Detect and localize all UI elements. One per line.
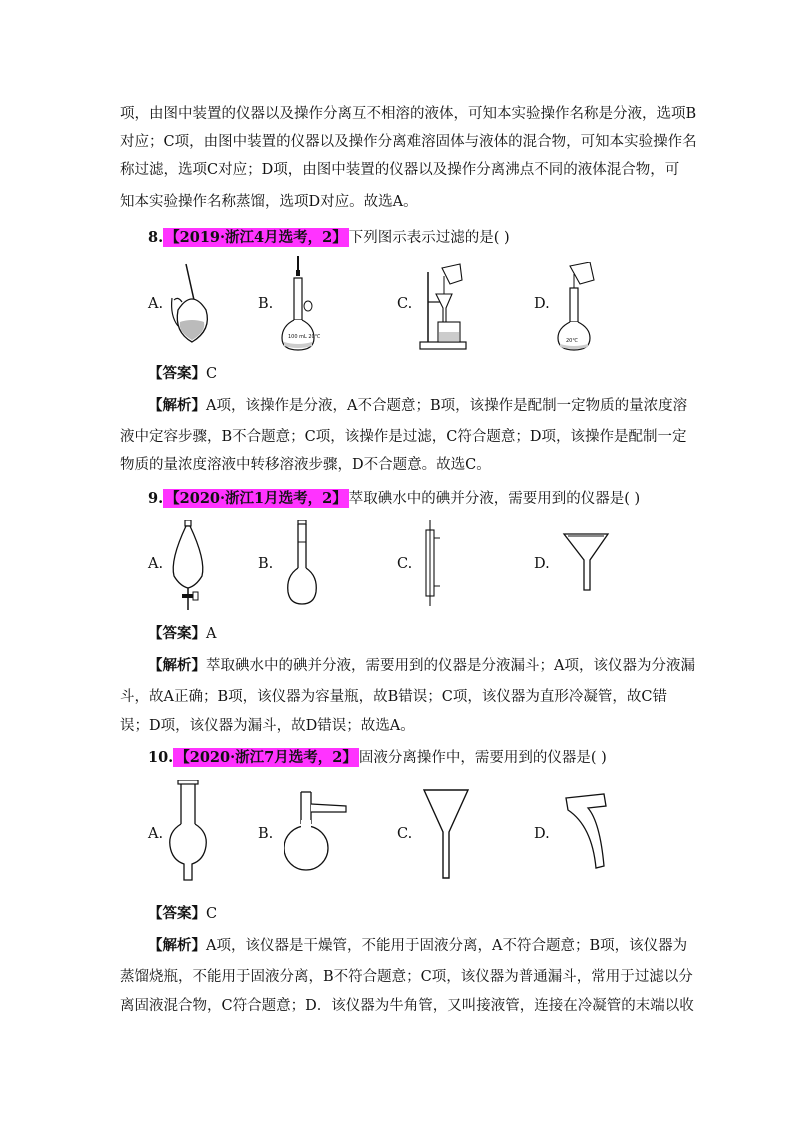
intro-line-3: 称过滤，选项C对应；D项，由图中装置的仪器以及操作分离沸点不同的液体混合物，可 [120, 162, 680, 178]
question-10-stem [148, 748, 708, 768]
question-text: 下列图示表示过滤的是( ) [348, 230, 510, 246]
answer-label: 【答案】 [148, 905, 206, 922]
option-a-label: A. [148, 296, 164, 312]
adapter-tube-figure [560, 792, 610, 870]
question-9-analysis-1: 【解析】萃取碘水中的碘并分液，需要用到的仪器是分液漏斗；A项，该仪器为分液漏 [148, 657, 695, 674]
condenser-figure [420, 520, 444, 608]
ordinary-funnel-figure [422, 788, 470, 880]
question-9-analysis-3: 误；D项，该仪器为漏斗，故D错误；故选A。 [120, 718, 415, 734]
question-text: 萃取碘水中的碘并分液，需要用到的仪器是( ) [348, 491, 641, 507]
option-d-label: D. [534, 556, 550, 572]
option-b-label: B. [258, 826, 274, 842]
question-10-analysis-1: 【解析】A项，该仪器是干燥管，不能用于固液分离，A不符合题意；B项，该仪器为 [148, 937, 688, 954]
filtration-setup-figure [418, 262, 468, 350]
question-10-analysis-3: 离固液混合物，C符合题意；D．该仪器为牛角管，又叫接液管，连接在冷凝管的末端以收 [120, 998, 694, 1014]
answer-value: A [206, 626, 217, 642]
question-number: 10. [148, 749, 174, 766]
option-b-label: B. [258, 556, 274, 572]
option-c-label: C. [397, 556, 413, 572]
analysis-label: 【解析】 [148, 397, 206, 414]
source-tag: 【2020·浙江7月选考，2】 [175, 749, 357, 766]
question-9-analysis-2: 斗，故A正确；B项，该仪器为容量瓶，故B错误；C项，该仪器为直形冷凝管，故C错 [120, 689, 667, 705]
option-d-label: D. [534, 296, 550, 312]
source-tag: 【2020·浙江1月选考，2】 [165, 490, 347, 507]
question-8-analysis-3: 物质的量浓度溶液中转移溶液步骤，D不合题意。故选C。 [120, 457, 491, 473]
volumetric-flask-dropper-figure [280, 256, 324, 352]
question-8-analysis-1: 【解析】A项，该操作是分液，A不合题意；B项，该操作是配制一定物质的量浓度溶 [148, 397, 688, 414]
volumetric-flask-transfer-figure [554, 262, 602, 352]
option-b-label: B. [258, 296, 274, 312]
question-8-answer [148, 364, 708, 384]
volumetric-flask-figure [284, 520, 328, 606]
question-9-stem [148, 489, 708, 509]
answer-label: 【答案】 [148, 625, 206, 642]
distilling-flask-figure [284, 790, 350, 874]
intro-line-2: 对应；C项，由图中装置的仪器以及操作分离难溶固体与液体的混合物，可知本实验操作名 [120, 134, 697, 150]
question-8-analysis-2: 液中定容步骤，B不合题意；C项，该操作是过滤，C符合题意；D项，该操作是配制一定 [120, 429, 687, 445]
option-c-label: C. [397, 296, 413, 312]
flask-graduation-text: 100 mL 20℃ [288, 334, 321, 340]
question-text: 固液分离操作中，需要用到的仪器是( ) [358, 750, 607, 766]
question-number: 9. [148, 490, 164, 507]
question-8-stem [148, 228, 708, 248]
answer-label: 【答案】 [148, 365, 206, 382]
intro-line-4: 知本实验操作名称蒸馏，选项D对应。故选A。 [120, 194, 418, 210]
analysis-label: 【解析】 [148, 657, 206, 674]
option-c-label: C. [397, 826, 413, 842]
answer-value: C [206, 366, 218, 382]
separatory-funnel-figure [166, 520, 210, 612]
question-number: 8. [148, 229, 164, 246]
option-a-label: A. [148, 556, 164, 572]
question-9-answer [148, 624, 708, 644]
analysis-label: 【解析】 [148, 937, 206, 954]
separatory-funnel-shaking-figure [168, 260, 216, 350]
intro-line-1: 项，由图中装置的仪器以及操作分离互不相溶的液体，可知本实验操作名称是分液，选项B [120, 106, 697, 122]
funnel-figure [562, 532, 612, 592]
option-a-label: A. [148, 826, 164, 842]
question-10-analysis-2: 蒸馏烧瓶，不能用于固液分离，B不符合题意；C项，该仪器为普通漏斗，常用于过滤以分 [120, 969, 693, 985]
option-d-label: D. [534, 826, 550, 842]
question-10-answer [148, 904, 708, 924]
flask-graduation-text: 20℃ [566, 338, 578, 344]
source-tag: 【2019·浙江4月选考，2】 [165, 229, 347, 246]
answer-value: C [206, 906, 218, 922]
drying-tube-figure [166, 780, 210, 886]
